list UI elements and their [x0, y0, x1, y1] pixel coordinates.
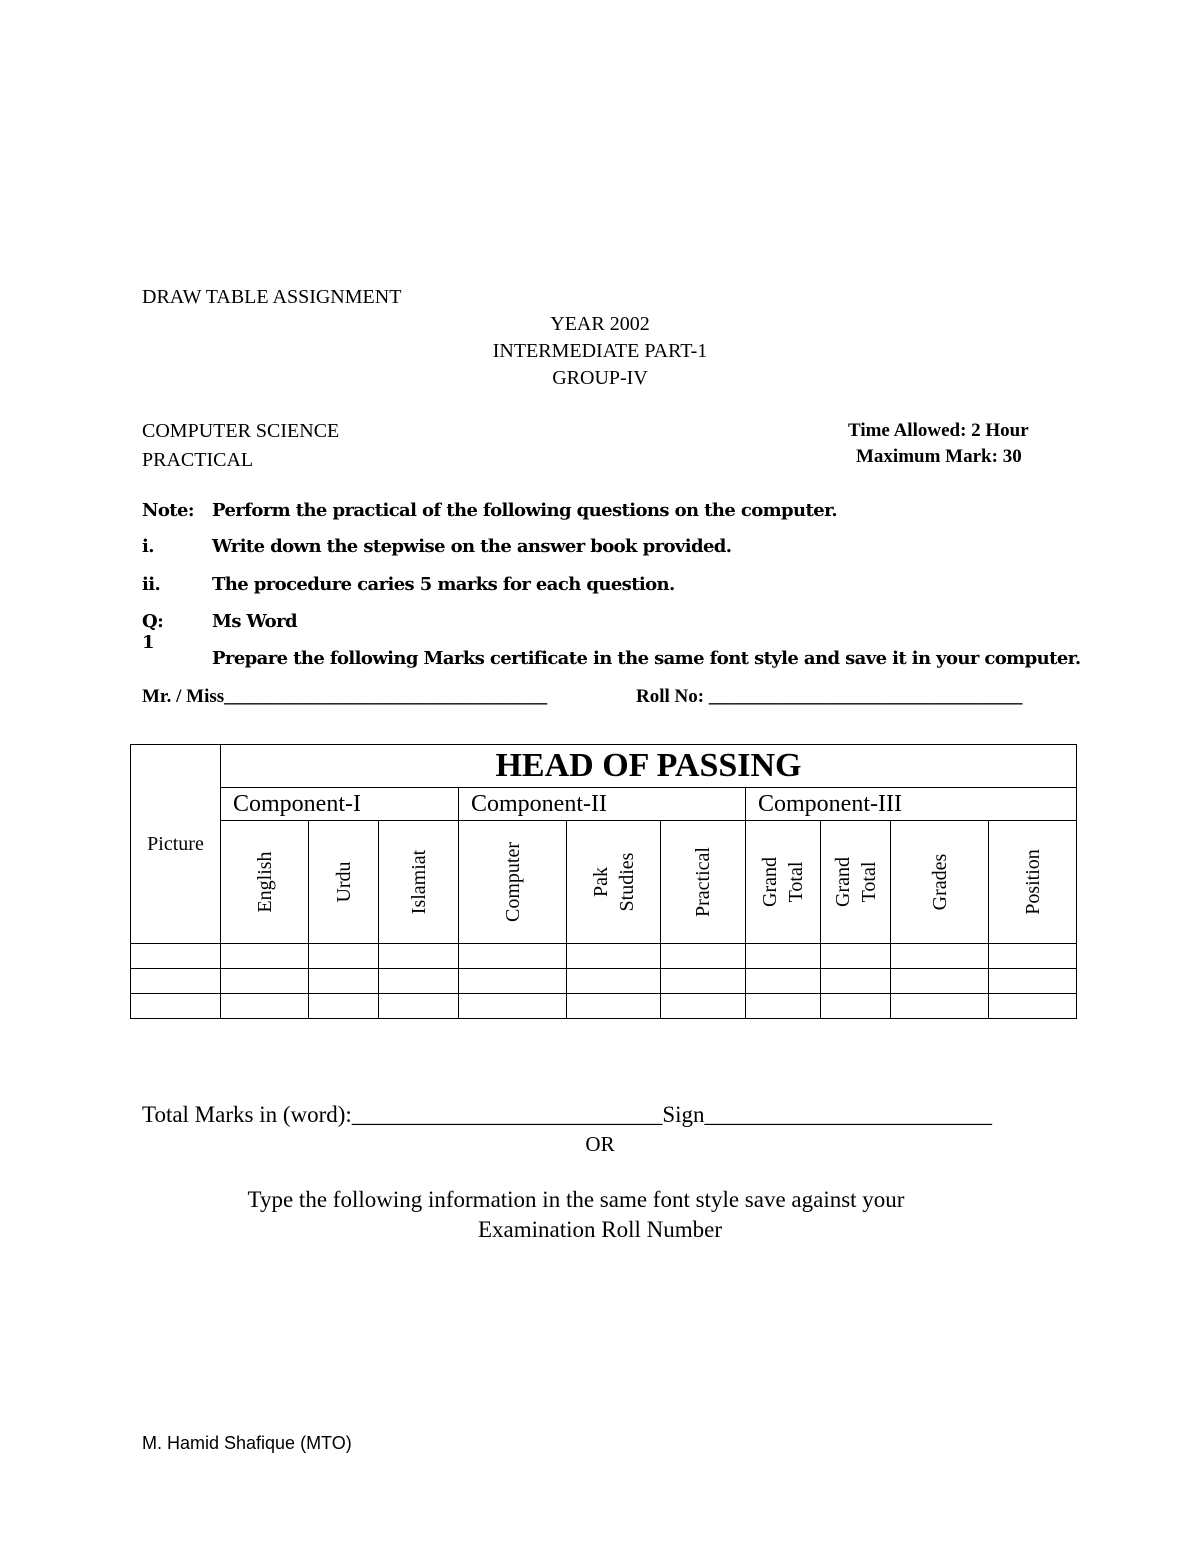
col-grades [891, 821, 989, 944]
component-3: Component-III [746, 788, 1077, 821]
table-cell [309, 944, 379, 969]
instruction-line2: Examination Roll Number [477, 1217, 722, 1242]
table-cell [821, 969, 891, 994]
col-grand-total-1-line2: Total [785, 861, 807, 903]
table-cell [661, 969, 746, 994]
table-cell [309, 969, 379, 994]
head-of-passing: HEAD OF PASSING [221, 745, 1077, 788]
subject-line2: PRACTICAL [142, 449, 254, 471]
table-cell [746, 994, 821, 1019]
instruction-line1: Type the following information in the same font style save against your [247, 1187, 905, 1212]
table-cell [221, 944, 309, 969]
marks-certificate-table [130, 744, 1077, 1019]
table-row [131, 944, 1077, 969]
question-1-task-text: Prepare the following Marks certificate in the same font style and save it in your computer. [212, 648, 1081, 669]
col-islamiat-label: Islamiat [407, 849, 430, 915]
col-urdu [309, 821, 379, 944]
table-cell [567, 944, 661, 969]
instruction-ii-text: The procedure caries 5 marks for each question. [212, 574, 675, 595]
level-line: INTERMEDIATE PART-1 [492, 340, 708, 362]
table-cell [459, 994, 567, 1019]
note-text: Perform the practical of the following questions on the computer. [212, 500, 837, 521]
table-cell [309, 994, 379, 1019]
table-cell [131, 944, 221, 969]
col-pak-studies-label [588, 853, 640, 912]
table-row [131, 994, 1077, 1019]
maximum-mark: Maximum Mark: 30 [856, 446, 1022, 467]
table-cell [221, 994, 309, 1019]
note-label: Note: [142, 500, 194, 521]
col-pak-studies-line1: Pak [589, 867, 612, 897]
table-cell [131, 969, 221, 994]
col-practical-label: Practical [692, 847, 714, 917]
col-grand-total-1 [746, 821, 821, 944]
col-computer [459, 821, 567, 944]
table-cell [891, 944, 989, 969]
table-cell [661, 994, 746, 1019]
table-cell [821, 944, 891, 969]
col-grand-total-2-line2: Total [857, 861, 880, 903]
col-pak-studies-line2: Studies [615, 852, 638, 912]
col-position-label: Position [1021, 849, 1044, 915]
table-head-row [131, 745, 1077, 788]
table-cell [379, 969, 459, 994]
or-separator: OR [585, 1132, 615, 1156]
table-cell [459, 969, 567, 994]
year-line: YEAR 2002 [550, 313, 650, 335]
col-position [989, 821, 1077, 944]
table-cell [746, 969, 821, 994]
instruction-ii-label: ii. [142, 574, 161, 595]
group-line: GROUP-IV [552, 367, 648, 389]
col-practical [661, 821, 746, 944]
table-cell [746, 944, 821, 969]
table-cell [661, 944, 746, 969]
table-cell [989, 994, 1077, 1019]
time-allowed: Time Allowed: 2 Hour [848, 420, 1029, 441]
col-pak-studies [567, 821, 661, 944]
table-cell [131, 994, 221, 1019]
col-english-label: English [253, 851, 276, 913]
table-cell [989, 944, 1077, 969]
table-cell [567, 969, 661, 994]
total-marks-line: Total Marks in (word):___________________________Sign_________________________ [142, 1102, 993, 1127]
col-grand-total-1-label [757, 857, 809, 907]
table-cell [379, 944, 459, 969]
table-cell [221, 969, 309, 994]
name-field: Mr. / Miss__________________________________ [142, 686, 548, 707]
col-islamiat [379, 821, 459, 944]
instruction-i-label: i. [142, 536, 154, 557]
col-grades-label: Grades [928, 853, 951, 911]
col-urdu-label: Urdu [332, 861, 355, 903]
table-cell [821, 994, 891, 1019]
component-1: Component-I [221, 788, 459, 821]
footer-author: M. Hamid Shafique (MTO) [142, 1433, 352, 1453]
table-cell [379, 994, 459, 1019]
instruction-i-text: Write down the stepwise on the answer book provided. [212, 536, 732, 557]
col-grand-total-1-line1: Grand [759, 857, 781, 907]
subject-line1: COMPUTER SCIENCE [142, 420, 340, 442]
table-cell [891, 969, 989, 994]
table-cell [459, 944, 567, 969]
picture-cell: Picture [131, 745, 221, 944]
table-row [131, 969, 1077, 994]
question-1-label: Q: 1 [142, 611, 164, 653]
assignment-title: DRAW TABLE ASSIGNMENT [142, 286, 402, 308]
component-row [131, 788, 1077, 821]
component-2: Component-II [459, 788, 746, 821]
table-cell [891, 994, 989, 1019]
question-1-text: Ms Word [212, 611, 297, 632]
roll-no-field: Roll No: _________________________________ [636, 686, 1023, 707]
col-grand-total-2 [821, 821, 891, 944]
col-computer-label: Computer [501, 842, 524, 922]
subject-columns-row [131, 821, 1077, 944]
table-cell [989, 969, 1077, 994]
table-cell [567, 994, 661, 1019]
col-grand-total-2-line1: Grand [831, 857, 854, 907]
col-english [221, 821, 309, 944]
col-grand-total-2-label [830, 857, 882, 907]
